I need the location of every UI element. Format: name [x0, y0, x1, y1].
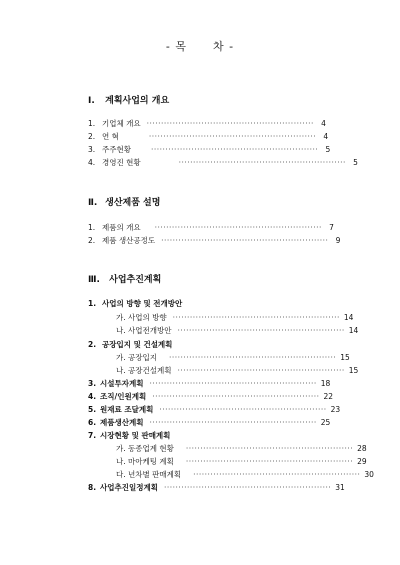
leader-dots: ··························································	[149, 378, 317, 388]
page-number: 28	[357, 443, 367, 453]
entry-label: 년차별 판매계획	[128, 469, 182, 479]
section-number: Ⅲ.	[88, 275, 100, 285]
entry-label: 공장입지 및 건설계획	[102, 339, 173, 349]
entry-label: 연 혁	[102, 131, 119, 141]
leader-dots: ··························································	[161, 235, 329, 245]
entry-label: 공장입지	[128, 352, 157, 362]
entry-number: 가.	[116, 443, 126, 453]
title-left: - 목	[165, 40, 187, 53]
section-heading	[88, 93, 169, 106]
toc-entry[interactable]	[88, 481, 345, 493]
entry-number: 나.	[116, 365, 126, 375]
leader-dots: ··························································	[168, 352, 337, 362]
page-number: 4	[321, 118, 326, 128]
entry-number: 8.	[88, 482, 97, 492]
toc-entry[interactable]	[88, 429, 314, 441]
section-title: 사업추진계획	[109, 275, 162, 285]
entry-number: 2.	[88, 235, 96, 245]
toc-entry[interactable]	[88, 234, 341, 246]
section-title: 생산제품 설명	[105, 198, 161, 208]
entry-label: 동종업계 현황	[128, 443, 174, 453]
section-heading	[88, 272, 161, 285]
entry-label: 기업체 개요	[102, 118, 141, 128]
leader-dots: ··························································	[185, 456, 354, 466]
entry-label: 경영진 현황	[102, 157, 141, 167]
entry-label: 마아케팅 계획	[128, 456, 174, 466]
section-heading	[88, 195, 160, 208]
page-number: 18	[320, 378, 331, 388]
entry-label: 사업추진일정계획	[100, 482, 158, 492]
entry-number: 5.	[88, 404, 97, 414]
page-number: 29	[357, 456, 367, 466]
toc-entry[interactable]	[88, 377, 331, 389]
entry-number: 3.	[88, 144, 96, 154]
page-number: 5	[353, 157, 358, 167]
page-number: 22	[323, 391, 334, 401]
toc-entry[interactable]	[88, 221, 334, 233]
section-title: 계획사업의 개요	[105, 96, 170, 106]
entry-label: 사업의 방향 및 전개방안	[102, 298, 183, 308]
section-number: Ⅰ.	[88, 96, 95, 106]
toc-subentry[interactable]	[116, 311, 354, 323]
page-number: 25	[320, 417, 331, 427]
page-number: 30	[364, 469, 374, 479]
entry-label: 사업의 방향	[128, 312, 167, 322]
entry-number: 4.	[88, 157, 96, 167]
entry-number: 나.	[116, 456, 126, 466]
entry-label: 시설투자계획	[100, 378, 144, 388]
entry-number: 6.	[88, 417, 97, 427]
toc-entry[interactable]	[88, 416, 331, 428]
leader-dots: ··························································	[193, 469, 361, 479]
toc-entry[interactable]	[88, 338, 314, 350]
toc-entry[interactable]	[88, 403, 341, 415]
entry-number: 3.	[88, 378, 97, 388]
leader-dots: ··························································	[177, 325, 345, 335]
entry-number: 다.	[116, 469, 126, 479]
toc-subentry[interactable]	[116, 455, 367, 467]
entry-number: 가.	[116, 352, 126, 362]
entry-number: 1.	[88, 118, 96, 128]
entry-label: 원재료 조달계획	[100, 404, 154, 414]
leader-dots: ··························································	[152, 391, 320, 401]
entry-label: 사업전개방안	[128, 325, 172, 335]
page-number: 9	[335, 235, 341, 245]
leader-dots: ··························································	[146, 118, 314, 128]
page-number: 15	[348, 365, 359, 375]
toc-entry[interactable]	[88, 297, 314, 309]
leader-dots: ··························································	[159, 404, 327, 414]
entry-label: 제품 생산공정도	[102, 235, 156, 245]
entry-number: 2.	[88, 131, 96, 141]
toc-subentry[interactable]	[116, 324, 359, 336]
entry-number: 7.	[88, 430, 97, 440]
toc-subentry[interactable]	[116, 442, 367, 454]
entry-label: 시장현황 및 판매계획	[100, 430, 171, 440]
toc-entry[interactable]	[88, 156, 358, 168]
toc-subentry[interactable]	[116, 351, 350, 363]
leader-dots: ··························································	[185, 443, 354, 453]
toc-entry[interactable]	[88, 143, 331, 155]
leader-dots: ··························································	[154, 222, 322, 232]
entry-number: 가.	[116, 312, 126, 322]
toc-subentry[interactable]	[116, 364, 359, 376]
entry-number: 4.	[88, 391, 97, 401]
leader-dots: ··························································	[178, 157, 346, 167]
toc-entry[interactable]	[88, 390, 334, 402]
section-number: Ⅱ.	[88, 198, 98, 208]
entry-label: 제품의 개요	[102, 222, 141, 232]
page-number: 31	[335, 482, 345, 492]
toc-entry[interactable]	[88, 130, 329, 142]
page-number: 15	[340, 352, 350, 362]
leader-dots: ··························································	[163, 482, 332, 492]
entry-label: 공장건설계획	[128, 365, 172, 375]
page-number: 14	[348, 325, 359, 335]
entry-number: 나.	[116, 325, 126, 335]
leader-dots: ··························································	[172, 312, 340, 322]
title-right: 차 -	[213, 40, 235, 53]
entry-number: 1.	[88, 222, 96, 232]
entry-number: 2.	[88, 339, 97, 349]
page-number: 4	[323, 131, 329, 141]
page-number: 5	[325, 144, 331, 154]
entry-label: 주주현황	[102, 144, 131, 154]
page-title	[0, 38, 400, 54]
toc-entry[interactable]	[88, 117, 326, 129]
leader-dots: ··························································	[177, 365, 345, 375]
leader-dots: ··························································	[149, 417, 317, 427]
entry-label: 제품생산계획	[100, 417, 144, 427]
entry-number: 1.	[88, 298, 97, 308]
leader-dots: ··························································	[150, 144, 319, 154]
page-number: 14	[343, 312, 354, 322]
entry-label: 조직/인원계획	[100, 391, 147, 401]
toc-subentry[interactable]	[116, 468, 374, 480]
leader-dots: ··························································	[148, 131, 317, 141]
page-number: 23	[330, 404, 341, 414]
page-number: 7	[329, 222, 334, 232]
